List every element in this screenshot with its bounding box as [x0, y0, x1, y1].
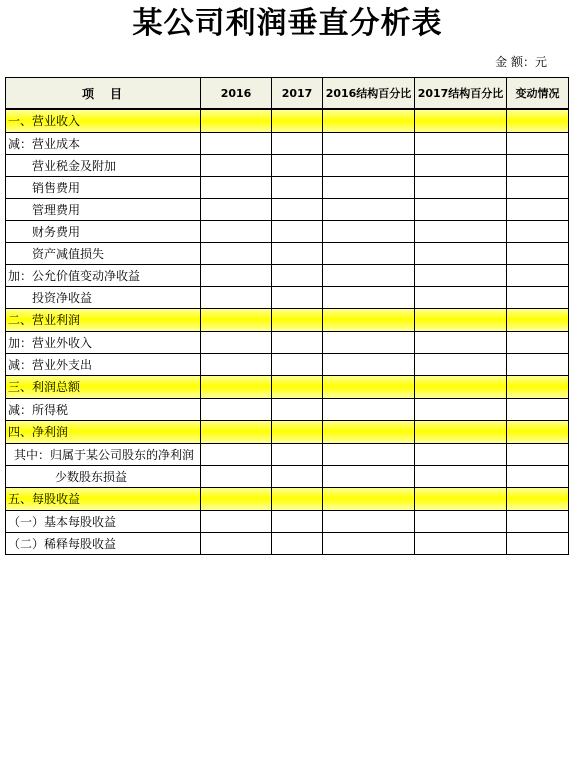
table-row [6, 398, 569, 420]
row-label-cell[interactable]: 管理费用 [6, 198, 201, 220]
change-cell[interactable] [507, 264, 569, 286]
table-row [6, 176, 569, 198]
row-label-cell[interactable]: 四、净利润 [6, 420, 201, 443]
pct-2016-cell[interactable] [323, 375, 415, 398]
value-2017-cell[interactable] [272, 465, 323, 487]
pct-2016-cell[interactable] [323, 220, 415, 242]
pct-2016-cell[interactable] [323, 264, 415, 286]
value-2017-cell[interactable] [272, 176, 323, 198]
row-label-cell[interactable]: 其中：归属于某公司股东的净利润 [6, 443, 201, 465]
pct-2016-cell[interactable] [323, 286, 415, 308]
header-2017-pct[interactable]: 2017结构百分比 [415, 78, 507, 110]
row-label-cell[interactable]: 财务费用 [6, 220, 201, 242]
value-2016-cell[interactable] [201, 375, 272, 398]
value-2017-cell[interactable] [272, 420, 323, 443]
value-2016-cell[interactable] [201, 220, 272, 242]
value-2017-cell[interactable] [272, 220, 323, 242]
pct-2017-cell[interactable] [415, 264, 507, 286]
pct-2016-cell[interactable] [323, 398, 415, 420]
pct-2016-cell[interactable] [323, 487, 415, 510]
row-label-cell[interactable]: 五、每股收益 [6, 487, 201, 510]
change-cell[interactable] [507, 510, 569, 532]
value-2016-cell[interactable] [201, 154, 272, 176]
value-2017-cell[interactable] [272, 308, 323, 331]
table-row [6, 132, 569, 154]
header-change[interactable]: 变动情况 [507, 78, 569, 110]
pct-2016-cell[interactable] [323, 176, 415, 198]
value-2017-cell[interactable] [272, 375, 323, 398]
row-label-cell[interactable]: 资产减值损失 [6, 242, 201, 264]
value-2016-cell[interactable] [201, 532, 272, 554]
header-2016-pct[interactable]: 2016结构百分比 [323, 78, 415, 110]
value-2016-cell[interactable] [201, 487, 272, 510]
pct-2017-cell[interactable] [415, 286, 507, 308]
pct-2017-cell[interactable] [415, 443, 507, 465]
pct-2017-cell[interactable] [415, 242, 507, 264]
pct-2016-cell[interactable] [323, 109, 415, 132]
value-2017-cell[interactable] [272, 510, 323, 532]
row-label-cell[interactable]: （一）基本每股收益 [6, 510, 201, 532]
change-cell[interactable] [507, 286, 569, 308]
table-row [6, 242, 569, 264]
change-cell[interactable] [507, 198, 569, 220]
change-cell[interactable] [507, 532, 569, 554]
value-2017-cell[interactable] [272, 353, 323, 375]
pct-2017-cell[interactable] [415, 510, 507, 532]
value-2017-cell[interactable] [272, 109, 323, 132]
value-2016-cell[interactable] [201, 398, 272, 420]
value-2017-cell[interactable] [272, 532, 323, 554]
row-label-cell[interactable]: （二）稀释每股收益 [6, 532, 201, 554]
pct-2016-cell[interactable] [323, 242, 415, 264]
value-2017-cell[interactable] [272, 242, 323, 264]
pct-2017-cell[interactable] [415, 532, 507, 554]
pct-2016-cell[interactable] [323, 308, 415, 331]
row-label-cell[interactable]: 少数股东损益 [6, 465, 201, 487]
table-row [6, 420, 569, 443]
table-row [6, 154, 569, 176]
row-label-cell[interactable]: 一、营业收入 [6, 109, 201, 132]
value-2017-cell[interactable] [272, 286, 323, 308]
pct-2017-cell[interactable] [415, 154, 507, 176]
unit-label: 金 额：元 [495, 55, 547, 69]
value-2016-cell[interactable] [201, 132, 272, 154]
value-2016-cell[interactable] [201, 242, 272, 264]
pct-2017-cell[interactable] [415, 109, 507, 132]
pct-2016-cell[interactable] [323, 510, 415, 532]
pct-2016-cell[interactable] [323, 154, 415, 176]
row-label-cell[interactable]: 减：所得税 [6, 398, 201, 420]
value-2017-cell[interactable] [272, 443, 323, 465]
change-cell[interactable] [507, 176, 569, 198]
change-cell[interactable] [507, 132, 569, 154]
value-2017-cell[interactable] [272, 264, 323, 286]
table-row [6, 109, 569, 132]
table-row [6, 443, 569, 465]
table-row [6, 532, 569, 554]
value-2016-cell[interactable] [201, 264, 272, 286]
table-row [6, 264, 569, 286]
pct-2016-cell[interactable] [323, 532, 415, 554]
value-2017-cell[interactable] [272, 132, 323, 154]
row-label-cell[interactable]: 减：营业外支出 [6, 353, 201, 375]
row-label-cell[interactable]: 投资净收益 [6, 286, 201, 308]
change-cell[interactable] [507, 420, 569, 443]
value-2016-cell[interactable] [201, 353, 272, 375]
value-2017-cell[interactable] [272, 198, 323, 220]
row-label-cell[interactable]: 销售费用 [6, 176, 201, 198]
table-row [6, 465, 569, 487]
pct-2017-cell[interactable] [415, 132, 507, 154]
pct-2016-cell[interactable] [323, 198, 415, 220]
pct-2017-cell[interactable] [415, 398, 507, 420]
table-row [6, 375, 569, 398]
change-cell[interactable] [507, 242, 569, 264]
row-label-cell[interactable]: 营业税金及附加 [6, 154, 201, 176]
change-cell[interactable] [507, 331, 569, 353]
change-cell[interactable] [507, 487, 569, 510]
pct-2017-cell[interactable] [415, 375, 507, 398]
pct-2017-cell[interactable] [415, 198, 507, 220]
row-label-cell[interactable]: 加：公允价值变动净收益 [6, 264, 201, 286]
value-2016-cell[interactable] [201, 176, 272, 198]
change-cell[interactable] [507, 220, 569, 242]
pct-2017-cell[interactable] [415, 176, 507, 198]
pct-2017-cell[interactable] [415, 465, 507, 487]
value-2016-cell[interactable] [201, 443, 272, 465]
change-cell[interactable] [507, 308, 569, 331]
change-cell[interactable] [507, 398, 569, 420]
row-label-cell[interactable]: 二、营业利润 [6, 308, 201, 331]
value-2016-cell[interactable] [201, 198, 272, 220]
pct-2017-cell[interactable] [415, 487, 507, 510]
pct-2016-cell[interactable] [323, 331, 415, 353]
change-cell[interactable] [507, 154, 569, 176]
change-cell[interactable] [507, 443, 569, 465]
row-label-cell[interactable]: 加：营业外收入 [6, 331, 201, 353]
value-2016-cell[interactable] [201, 420, 272, 443]
pct-2017-cell[interactable] [415, 331, 507, 353]
table-row [6, 510, 569, 532]
table-row [6, 220, 569, 242]
value-2016-cell[interactable] [201, 286, 272, 308]
value-2017-cell[interactable] [272, 331, 323, 353]
pct-2017-cell[interactable] [415, 308, 507, 331]
row-label-cell[interactable]: 三、利润总额 [6, 375, 201, 398]
header-2016[interactable]: 2016 [201, 78, 272, 110]
table-row [6, 353, 569, 375]
change-cell[interactable] [507, 375, 569, 398]
value-2017-cell[interactable] [272, 154, 323, 176]
header-2017[interactable]: 2017 [272, 78, 323, 110]
pct-2017-cell[interactable] [415, 353, 507, 375]
table-body [6, 109, 569, 554]
pct-2017-cell[interactable] [415, 420, 507, 443]
table-row [6, 198, 569, 220]
table-row [6, 286, 569, 308]
header-item[interactable]: 项 目 [6, 78, 201, 110]
value-2017-cell[interactable] [272, 398, 323, 420]
profit-analysis-table [5, 77, 569, 555]
table-row [6, 487, 569, 510]
table-row [6, 308, 569, 331]
value-2017-cell[interactable] [272, 487, 323, 510]
pct-2016-cell[interactable] [323, 465, 415, 487]
change-cell[interactable] [507, 353, 569, 375]
change-cell[interactable] [507, 465, 569, 487]
pct-2016-cell[interactable] [323, 443, 415, 465]
row-label-cell[interactable]: 减：营业成本 [6, 132, 201, 154]
value-2016-cell[interactable] [201, 331, 272, 353]
value-2016-cell[interactable] [201, 109, 272, 132]
change-cell[interactable] [507, 109, 569, 132]
pct-2016-cell[interactable] [323, 132, 415, 154]
value-2016-cell[interactable] [201, 510, 272, 532]
value-2016-cell[interactable] [201, 465, 272, 487]
header-row [6, 78, 569, 110]
value-2016-cell[interactable] [201, 308, 272, 331]
page-title: 某公司利润垂直分析表 [132, 6, 443, 41]
pct-2016-cell[interactable] [323, 420, 415, 443]
pct-2016-cell[interactable] [323, 353, 415, 375]
table-row [6, 331, 569, 353]
pct-2017-cell[interactable] [415, 220, 507, 242]
